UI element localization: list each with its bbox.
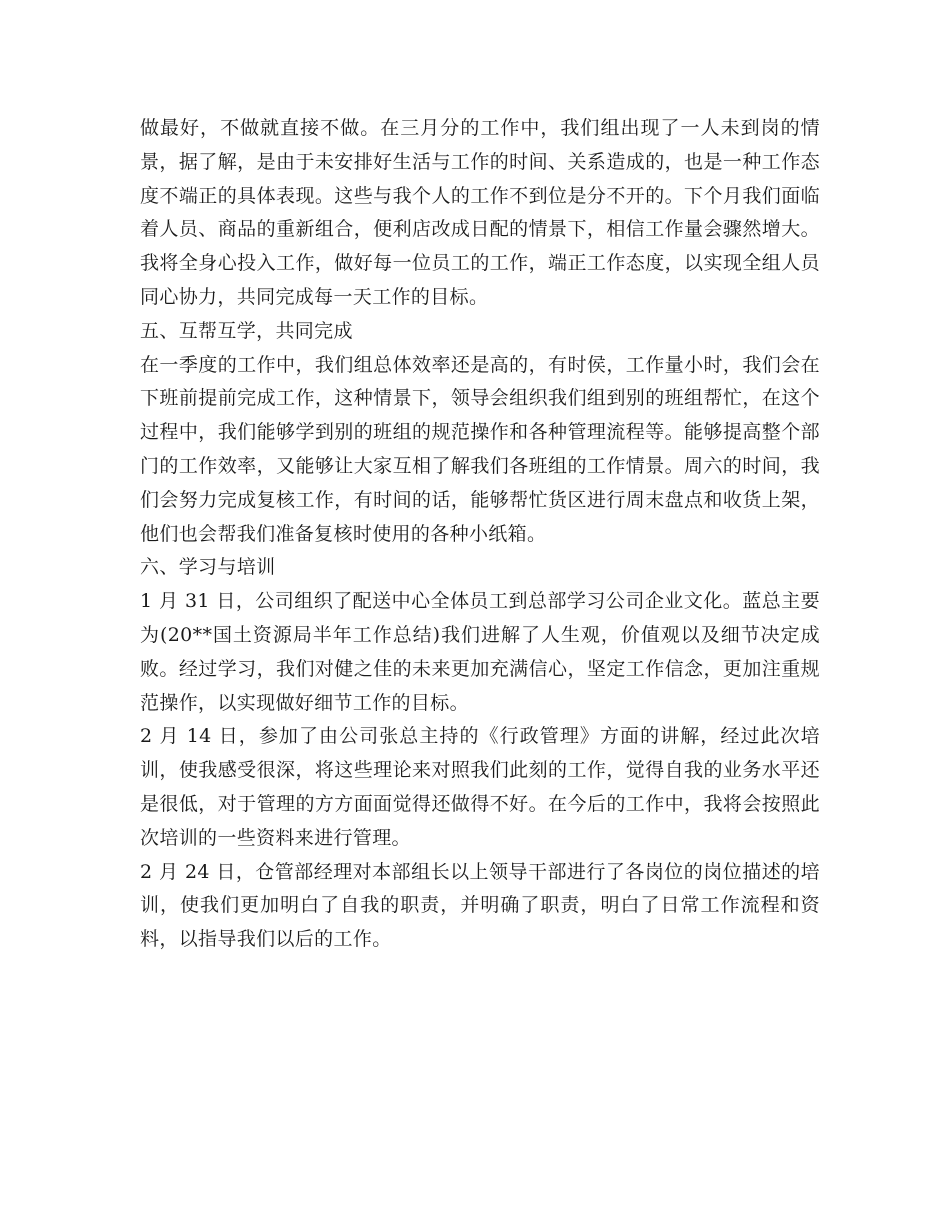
section-heading-training: 六、学习与培训 <box>140 556 276 579</box>
document-body <box>140 112 820 957</box>
paragraph-mutual-help: 在一季度的工作中，我们组总体效率还是高的，有时侯，工作量小时，我们会在下班前提前完成工作，这种情景下，领导会组织我们组到别的班组帮忙，在这个过程中，我们能够学到别的班组的规范操作和各种管理流程等。能够提高整个部门的工作效率，又能够让大家互相了解我们各班组的工作情景。周六的时间，我们会努力完成复核工作，有时间的话，能够帮忙货区进行周末盘点和收货上架，他们也会帮我们准备复核时使用的各种小纸箱。 <box>140 353 820 545</box>
paragraph-training-jan31: 1 月 31 日，公司组织了配送中心全体员工到总部学习公司企业文化。蓝总主要为(20**国土资源局半年工作总结)我们进解了人生观，价值观以及细节决定成败。经过学习，我们对健之佳的未来更加充满信心，坚定工作信念，更加注重规范操作，以实现做好细节工作的目标。 <box>140 590 820 714</box>
section-heading-mutual-help: 五、互帮互学，共同完成 <box>140 319 353 342</box>
paragraph-training-feb14: 2 月 14 日，参加了由公司张总主持的《行政管理》方面的讲解，经过此次培训，使我感受很深，将这些理论来对照我们此刻的工作，觉得自我的业务水平还是很低，对于管理的方方面面觉得还做得不好。在今后的工作中，我将会按照此次培训的一些资料来进行管理。 <box>140 725 820 849</box>
paragraph-training-feb24: 2 月 24 日，仓管部经理对本部组长以上领导干部进行了各岗位的岗位描述的培训，使我们更加明白了自我的职责，并明确了职责，明白了日常工作流程和资料，以指导我们以后的工作。 <box>140 860 820 951</box>
paragraph-work-attitude: 做最好，不做就直接不做。在三月分的工作中，我们组出现了一人未到岗的情景，据了解，是由于未安排好生活与工作的时间、关系造成的，也是一种工作态度不端正的具体表现。这些与我个人的工作不到位是分不开的。下个月我们面临着人员、商品的重新组合，便利店改成日配的情景下，相信工作量会骤然增大。我将全身心投入工作，做好每一位员工的工作，端正工作态度，以实现全组人员同心协力，共同完成每一天工作的目标。 <box>140 117 820 308</box>
